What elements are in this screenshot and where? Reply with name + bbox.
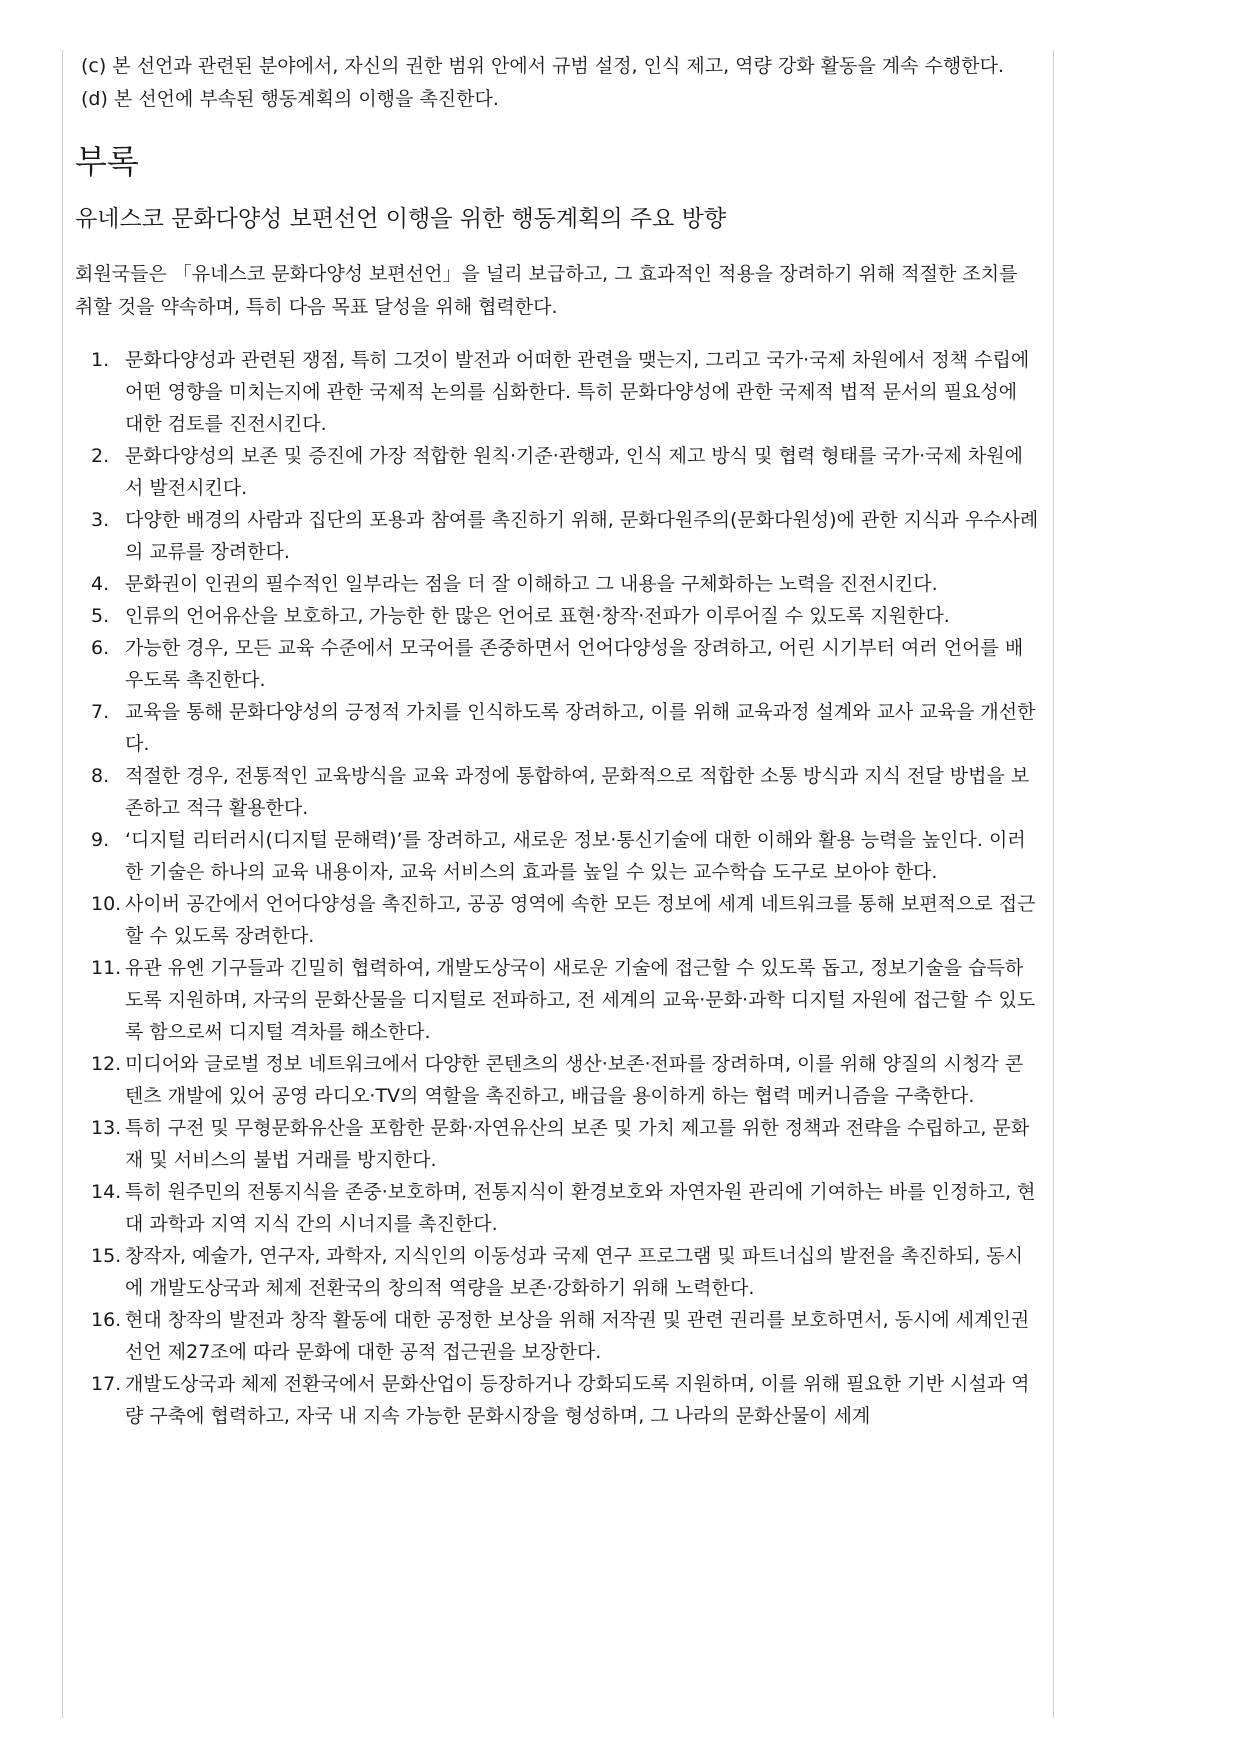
list-item	[91, 952, 1039, 1048]
list-item-text: 문화다양성과 관련된 쟁점, 특히 그것이 발전과 어떠한 관련을 맺는지, 그리고 국가·국제 차원에서 정책 수립에 어떤 영향을 미치는지에 관한 국제적 논의를 심화한다. 특히 문화다양성에 관한 국제적 법적 문서의 필요성에 대한 검토를 진전시킨다.	[125, 349, 1030, 435]
list-item-number: 17.	[91, 1373, 122, 1395]
list-item-text: 다양한 배경의 사람과 집단의 포용과 참여를 촉진하기 위해, 문화다원주의(문화다원성)에 관한 지식과 우수사례의 교류를 장려한다.	[125, 509, 1039, 563]
list-item-text: 사이버 공간에서 언어다양성을 촉진하고, 공공 영역에 속한 모든 정보에 세계 네트워크를 통해 보편적으로 접근할 수 있도록 장려한다.	[125, 893, 1036, 947]
clause-d: (d) 본 선언에 부속된 행동계획의 이행을 촉진한다.	[81, 88, 499, 110]
list-item-text: 특히 원주민의 전통지식을 존중·보호하며, 전통지식이 환경보호와 자연자원 관리에 기여하는 바를 인정하고, 현대 과학과 지역 지식 간의 시너지를 촉진한다.	[125, 1181, 1036, 1235]
section-subtitle: 유네스코 문화다양성 보편선언 이행을 위한 행동계획의 주요 방향	[75, 206, 727, 232]
list-item-text: 인류의 언어유산을 보호하고, 가능한 한 많은 언어로 표현·창작·전파가 이루어질 수 있도록 지원한다.	[125, 605, 950, 627]
list-item	[91, 440, 1039, 504]
list-item-number: 13.	[91, 1117, 122, 1139]
intro-paragraph: 회원국들은 「유네스코 문화다양성 보편선언」을 널리 보급하고, 그 효과적인 적용을 장려하기 위해 적절한 조치를 취할 것을 약속하며, 특히 다음 목표 달성을 위해 협력한다.	[75, 263, 1018, 318]
action-plan-list	[75, 344, 1039, 1432]
list-item	[91, 1304, 1039, 1368]
list-item	[91, 632, 1039, 696]
list-item	[91, 824, 1039, 888]
list-item-number: 4.	[91, 573, 110, 595]
list-item-number: 6.	[91, 637, 110, 659]
list-item-text: ‘디지털 리터러시(디지털 문해력)’를 장려하고, 새로운 정보·통신기술에 대한 이해와 활용 능력을 높인다. 이러한 기술은 하나의 교육 내용이자, 교육 서비스의 효과를 높일 수 있는 교수학습 도구로 보아야 한다.	[125, 829, 1026, 883]
list-item-text: 문화권이 인권의 필수적인 일부라는 점을 더 잘 이해하고 그 내용을 구체화하는 노력을 진전시킨다.	[125, 573, 938, 595]
list-item-number: 10.	[91, 893, 122, 915]
list-item-text: 미디어와 글로벌 정보 네트워크에서 다양한 콘텐츠의 생산·보존·전파를 장려하며, 이를 위해 양질의 시청각 콘텐츠 개발에 있어 공영 라디오·TV의 역할을 촉진하고, 배급을 용이하게 하는 협력 메커니즘을 구축한다.	[125, 1053, 1024, 1107]
list-item-text: 적절한 경우, 전통적인 교육방식을 교육 과정에 통합하여, 문화적으로 적합한 소통 방식과 지식 전달 방법을 보존하고 적극 활용한다.	[125, 765, 1030, 819]
list-item	[91, 888, 1039, 952]
list-item	[91, 696, 1039, 760]
list-item-number: 16.	[91, 1309, 122, 1331]
appendix-title: 부록	[75, 142, 139, 181]
list-item-number: 15.	[91, 1245, 122, 1267]
list-item-number: 7.	[91, 701, 110, 723]
list-item-text: 교육을 통해 문화다양성의 긍정적 가치를 인식하도록 장려하고, 이를 위해 교육과정 설계와 교사 교육을 개선한다.	[125, 701, 1036, 755]
list-item	[91, 1240, 1039, 1304]
list-item-text: 문화다양성의 보존 및 증진에 가장 적합한 원칙·기준·관행과, 인식 제고 방식 및 협력 형태를 국가·국제 차원에서 발전시킨다.	[125, 445, 1023, 499]
list-item	[91, 568, 1039, 600]
list-item-number: 12.	[91, 1053, 122, 1075]
list-item-number: 5.	[91, 605, 110, 627]
list-item-text: 창작자, 예술가, 연구자, 과학자, 지식인의 이동성과 국제 연구 프로그램 및 파트너십의 발전을 촉진하되, 동시에 개발도상국과 체제 전환국의 창의적 역량을 보존·강화하기 위해 노력한다.	[125, 1245, 1023, 1299]
list-item-text: 유관 유엔 기구들과 긴밀히 협력하여, 개발도상국이 새로운 기술에 접근할 수 있도록 돕고, 정보기술을 습득하도록 지원하며, 자국의 문화산물을 디지털로 전파하고, 전 세계의 교육·문화·과학 디지털 자원에 접근할 수 있도록 함으로써 디지털 격차를 해소한다.	[125, 957, 1036, 1043]
list-item-number: 1.	[91, 349, 110, 371]
list-item-number: 14.	[91, 1181, 122, 1203]
list-item	[91, 1048, 1039, 1112]
list-item	[91, 600, 1039, 632]
list-item-number: 8.	[91, 765, 110, 787]
clause-c: (c) 본 선언과 관련된 분야에서, 자신의 권한 범위 안에서 규범 설정, 인식 제고, 역량 강화 활동을 계속 수행한다.	[81, 55, 1004, 77]
list-item	[91, 1368, 1039, 1432]
list-item-number: 3.	[91, 509, 110, 531]
list-item	[91, 1112, 1039, 1176]
document-page	[62, 50, 1054, 1718]
list-item-text: 개발도상국과 체제 전환국에서 문화산업이 등장하거나 강화되도록 지원하며, 이를 위해 필요한 기반 시설과 역량 구축에 협력하고, 자국 내 지속 가능한 문화시장을 형성하며, 그 나라의 문화산물이 세계	[125, 1373, 1030, 1427]
list-item	[91, 1176, 1039, 1240]
list-item	[91, 760, 1039, 824]
list-item-text: 특히 구전 및 무형문화유산을 포함한 문화·자연유산의 보존 및 가치 제고를 위한 정책과 전략을 수립하고, 문화재 및 서비스의 불법 거래를 방지한다.	[125, 1117, 1030, 1171]
list-item	[91, 344, 1039, 440]
list-item	[91, 504, 1039, 568]
list-item-text: 현대 창작의 발전과 창작 활동에 대한 공정한 보상을 위해 저작권 및 관련 권리를 보호하면서, 동시에 세계인권선언 제27조에 따라 문화에 대한 공적 접근권을 보장한다.	[125, 1309, 1030, 1363]
list-item-number: 2.	[91, 445, 110, 467]
list-item-text: 가능한 경우, 모든 교육 수준에서 모국어를 존중하면서 언어다양성을 장려하고, 어린 시기부터 여러 언어를 배우도록 촉진한다.	[125, 637, 1024, 691]
list-item-number: 9.	[91, 829, 110, 851]
list-item-number: 11.	[91, 957, 122, 979]
